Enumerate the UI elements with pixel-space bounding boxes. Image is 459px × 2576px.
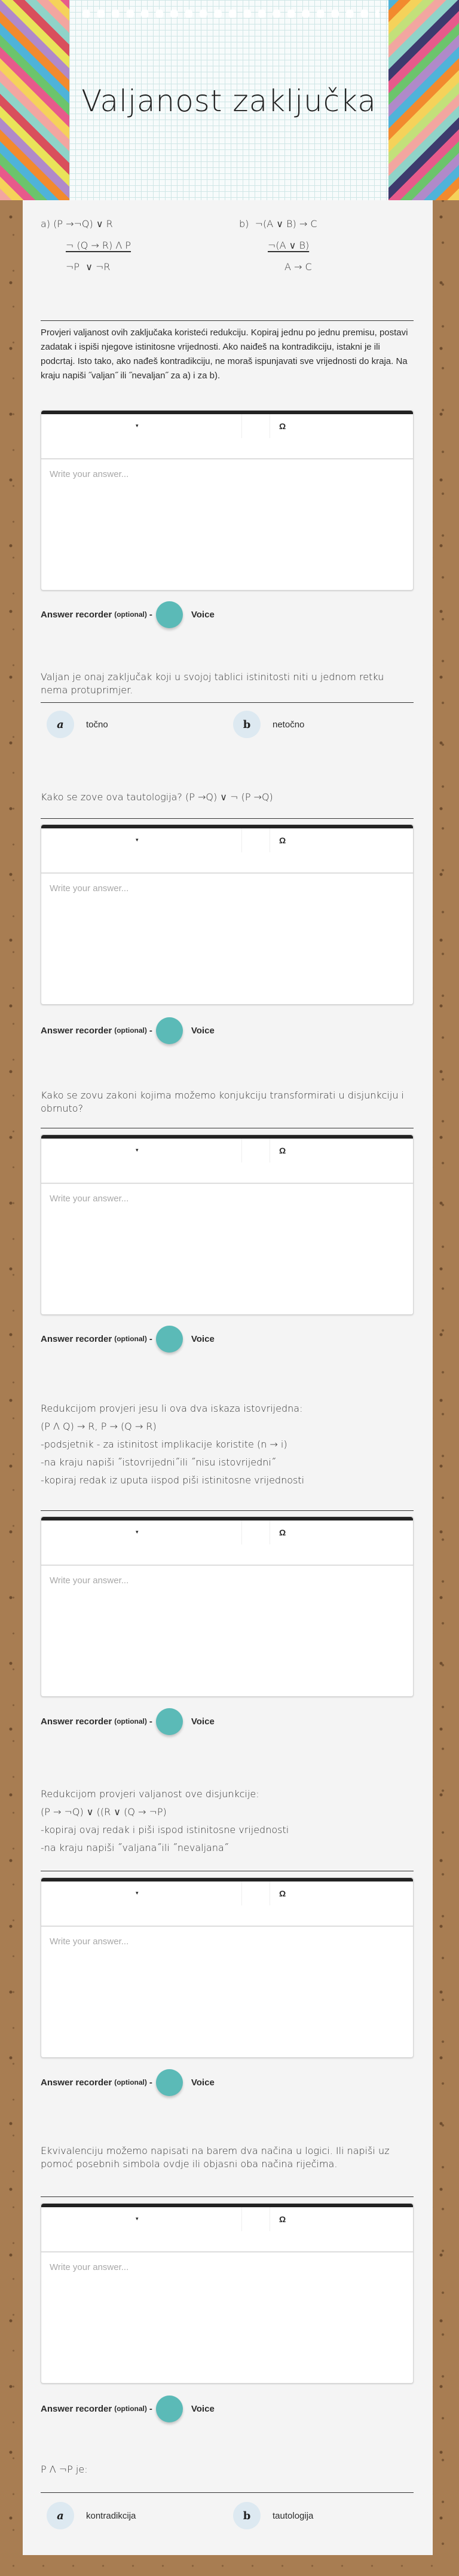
chevron-down-icon: ▾ xyxy=(136,1147,139,1153)
recorder-label: Answer recorder xyxy=(41,609,112,620)
answer-input[interactable] xyxy=(41,2253,413,2383)
answer-recorder: Answer recorder (optional) - Voice xyxy=(41,2069,215,2096)
editor-toolbar xyxy=(41,1139,413,1183)
editor-toolbar xyxy=(41,1520,413,1565)
toolbar-button[interactable] xyxy=(242,414,270,438)
record-voice-button[interactable] xyxy=(156,2396,183,2422)
recorder-optional: (optional) xyxy=(114,610,147,619)
worksheet-card xyxy=(23,200,433,2555)
question-6: Redukcijom provjeri valjanost ove disjunkcije: (P → ¬Q) ∨ ((R ∨ (Q → ¬P) -kopiraj ovaj redak i piši ispod istinitosne vrijednosti -na kraju napiši ˝valjana˝ili ˝nevaljana˝ xyxy=(41,1788,289,1853)
formula-a-premise-2: ¬ (Q → R) Λ P xyxy=(66,240,131,251)
decorative-stripes-left xyxy=(0,0,69,200)
divider xyxy=(41,320,414,321)
format-dropdown[interactable] xyxy=(41,2207,241,2231)
special-characters-button[interactable]: Ω xyxy=(279,1528,286,1537)
option-b-badge: b xyxy=(233,2502,261,2529)
formula-b-premise-2: ¬(A ∨ B) xyxy=(268,240,310,251)
formula-a xyxy=(41,213,131,278)
special-characters-button[interactable]: Ω xyxy=(279,421,286,431)
editor-toolbar xyxy=(41,1881,413,1926)
answer-editor-4 xyxy=(41,1134,414,1315)
record-voice-button[interactable] xyxy=(156,1017,183,1044)
chevron-down-icon: ▾ xyxy=(136,423,139,429)
answer-recorder: Answer recorder (optional) - Voice xyxy=(41,2395,215,2422)
answer-input[interactable] xyxy=(41,874,413,1004)
editor-toolbar xyxy=(41,414,413,459)
record-voice-button[interactable] xyxy=(156,2069,183,2096)
format-dropdown[interactable] xyxy=(41,1139,241,1162)
option-a-badge: a xyxy=(47,2502,74,2529)
question-5: Redukcijom provjeri jesu li ova dva iskaza istovrijedna: (P Λ Q) → R, P → (Q → R) -podsjetnik - za istinitost implikacije koristite (n → i) -na kraju napiši ˝istovrijedni˝ili ˝nisu istovrijedni˝ -kopiraj redak iz uputa iispod piši istinitosne vrijednosti xyxy=(41,1403,305,1486)
record-voice-button[interactable] xyxy=(156,1326,183,1353)
answer-editor-7 xyxy=(41,2203,414,2384)
question-7: Ekvivalenciju možemo napisati na barem dva načina u logici. Ili napiši uz pomoć posebnih simbola ovdje ili objasni oba načina riječima. xyxy=(41,2145,390,2170)
toolbar-button[interactable] xyxy=(242,1881,270,1905)
answer-editor-5 xyxy=(41,1516,414,1697)
formula-b xyxy=(239,213,317,278)
chevron-down-icon: ▾ xyxy=(136,2216,139,2222)
answer-editor-1 xyxy=(41,410,414,591)
answer-recorder: Answer recorder (optional) - Voice xyxy=(41,1017,215,1044)
answer-editor-3 xyxy=(41,824,414,1005)
answer-recorder: Answer recorder (optional) - Voice xyxy=(41,1708,215,1735)
chevron-down-icon: ▾ xyxy=(136,837,139,843)
option-a[interactable]: a točno xyxy=(47,709,108,739)
header-banner xyxy=(0,0,459,200)
record-voice-button[interactable] xyxy=(156,1708,183,1735)
special-characters-button[interactable]: Ω xyxy=(279,2214,286,2224)
formula-a-conclusion: ¬P ∨ ¬R xyxy=(66,261,111,273)
recorder-voice-label: Voice xyxy=(191,609,215,620)
answer-input[interactable] xyxy=(41,1927,413,2057)
answer-recorder: Answer recorder (optional) - Voice xyxy=(41,1325,215,1353)
answer-input[interactable] xyxy=(41,460,413,590)
format-dropdown[interactable] xyxy=(41,828,241,852)
option-b[interactable]: b tautologija xyxy=(233,2501,313,2531)
instructions-text: Provjeri valjanost ovih zaključaka koristeći redukciju. Kopiraj jednu po jednu premisu, postavi zadatak i ispiši njegove istinitosne vrijednosti. Ako naiđeš na kontradikciju, istakni je ili podcrtaj. Isto tako, ako nađeš kontradikciju, ne moraš ispunjavati sve vrijednosti do kraja. Na kraju napiši ˝valjan˝ ili ˝nevaljan˝ za a) i za b). xyxy=(41,328,408,381)
option-a[interactable]: a kontradikcija xyxy=(47,2501,136,2531)
answer-input[interactable] xyxy=(41,1566,413,1696)
formula-block xyxy=(41,213,414,279)
chevron-down-icon: ▾ xyxy=(136,1529,139,1535)
answer-editor-6 xyxy=(41,1877,414,2058)
format-dropdown[interactable] xyxy=(41,1520,241,1544)
format-dropdown[interactable] xyxy=(41,1881,241,1905)
question-3: Kako se zove ova tautologija? (P →Q) ∨ ¬ (P →Q) xyxy=(41,791,273,803)
question-4: Kako se zovu zakoni kojima možemo konjukciju transformirati u disjunkciju i obrnuto? xyxy=(41,1090,404,1114)
chevron-down-icon: ▾ xyxy=(136,1890,139,1896)
special-characters-button[interactable]: Ω xyxy=(279,836,286,845)
special-characters-button[interactable]: Ω xyxy=(279,1889,286,1898)
q8-options xyxy=(41,2501,414,2531)
answer-input[interactable] xyxy=(41,1184,413,1314)
page-title: Valjanost zaključka xyxy=(81,84,377,118)
toolbar-button[interactable] xyxy=(242,2207,270,2231)
toolbar-button[interactable] xyxy=(242,1520,270,1544)
option-b-badge: b xyxy=(233,711,261,738)
record-voice-button[interactable] xyxy=(156,601,183,628)
notebook-holes xyxy=(79,10,379,18)
question-2: Valjan je onaj zaključak koji u svojoj tablici istinitosti niti u jednom retku nema protuprimjer. xyxy=(41,671,384,696)
option-a-badge: a xyxy=(47,711,74,738)
formula-b-premise-1: b) ¬(A ∨ B) → C xyxy=(239,218,317,230)
formula-a-premise-1: a) (P →¬Q) ∨ R xyxy=(41,218,113,230)
special-characters-button[interactable]: Ω xyxy=(279,1146,286,1155)
editor-toolbar xyxy=(41,2207,413,2252)
option-b[interactable]: b netočno xyxy=(233,709,304,739)
editor-toolbar xyxy=(41,828,413,873)
q2-options xyxy=(41,709,414,739)
decorative-stripes-right xyxy=(388,0,459,200)
answer-recorder: Answer recorder (optional) - Voice xyxy=(41,601,215,628)
toolbar-button[interactable] xyxy=(242,828,270,852)
question-8: P Λ ¬P je: xyxy=(41,2464,88,2475)
formula-b-conclusion: A → C xyxy=(284,261,312,273)
toolbar-button[interactable] xyxy=(242,1139,270,1162)
format-dropdown[interactable] xyxy=(41,414,241,438)
